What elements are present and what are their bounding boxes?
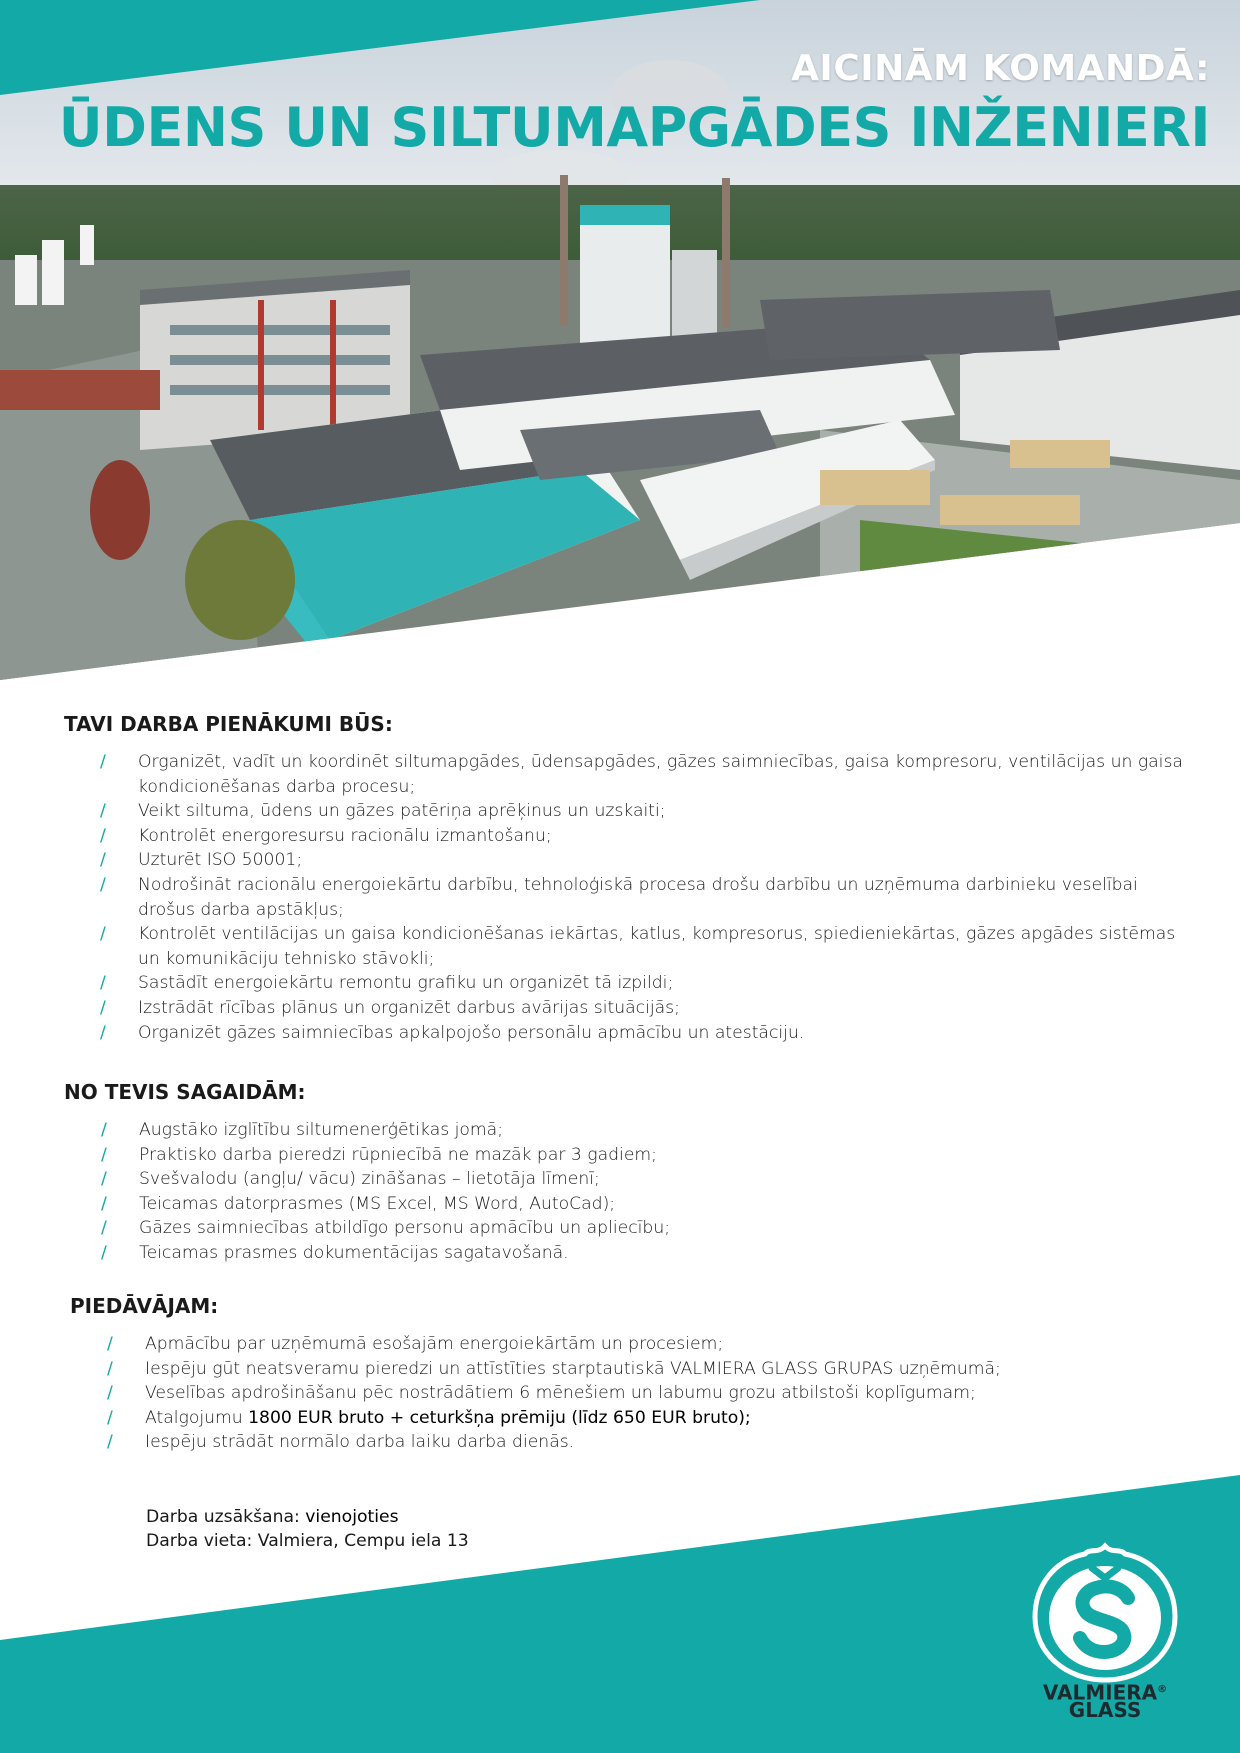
slash-bullet-icon: / bbox=[100, 973, 106, 994]
slash-bullet-icon: / bbox=[100, 924, 106, 945]
offer-list bbox=[107, 1332, 1050, 1455]
list-item: / Teicamas datorprasmes (MS Excel, MS Word, AutoCad); bbox=[101, 1192, 1161, 1217]
slash-bullet-icon: / bbox=[107, 1358, 113, 1379]
list-item: / Kontrolēt energoresursu racionālu izmantošanu; bbox=[100, 824, 1188, 849]
slash-bullet-icon: / bbox=[100, 997, 106, 1018]
logo-text-line-2: GLASS bbox=[1068, 1698, 1142, 1722]
list-item: / Kontrolēt ventilācijas un gaisa kondicionēšanas iekārtas, katlus, kompresorus, spiedieniekārtas, gāzes apgādes sistēmas un komunikāciju tehnisko stāvokli; bbox=[100, 924, 1176, 969]
list-item: / Nodrošināt racionālu energoiekārtu darbību, tehnoloģiskā procesa drošu darbību un uzņēmuma darbinieku veselībai drošus darba apstākļus; bbox=[100, 874, 1138, 920]
slash-bullet-icon: / bbox=[100, 850, 106, 871]
list-item: / Augstāko izglītību siltumenerģētikas jomā; bbox=[101, 1118, 1161, 1143]
list-item: / Iespēju gūt neatsveramu pieredzi un attīstīties starptautiskā VALMIERA GLASS GRUPAS uzņēmumā; bbox=[107, 1357, 1050, 1382]
slash-bullet-icon: / bbox=[107, 1334, 113, 1354]
duties-list bbox=[100, 750, 1188, 1045]
list-item: / Uzturēt ISO 50001; bbox=[100, 848, 1188, 873]
slash-bullet-icon: / bbox=[101, 1169, 107, 1190]
list-item: / Organizēt gāzes saimniecības apkalpojošo personālu apmācību un atestāciju. bbox=[100, 1021, 1188, 1046]
registered-mark: ® bbox=[1157, 1684, 1168, 1695]
slash-bullet-icon: / bbox=[107, 1432, 113, 1453]
list-item: / Veselības apdrošināšanu pēc nostrādātiem 6 mēnešiem un labumu grozu atbilstoši koplīgumam; bbox=[107, 1381, 1050, 1406]
slash-bullet-icon: / bbox=[101, 1242, 107, 1263]
requirements-heading: NO TEVIS SAGAIDĀM: bbox=[64, 1080, 306, 1104]
logo-text-line-1: VALMIERA® bbox=[1042, 1680, 1168, 1705]
offer-heading: PIEDĀVĀJAM: bbox=[70, 1294, 219, 1318]
hero-banner bbox=[0, 0, 1240, 690]
slash-bullet-icon: / bbox=[100, 1022, 106, 1043]
slash-bullet-icon: / bbox=[100, 825, 106, 846]
hero-title: ŪDENS UN SILTUMAPGĀDES INŽENIERI bbox=[58, 96, 1210, 159]
slash-bullet-icon: / bbox=[100, 752, 106, 772]
list-item: / Apmācību par uzņēmumā esošajām energoiekārtām un procesiem; bbox=[107, 1332, 1050, 1357]
list-item: / Organizēt, vadīt un koordinēt siltumapgādes, ūdensapgādes, gāzes saimniecības, gaisa kompresoru, ventilācijas un gaisa kondicionēšanas darba procesu; bbox=[100, 752, 1183, 797]
requirements-list bbox=[101, 1118, 1161, 1266]
hero-kicker: AICINĀM KOMANDĀ: bbox=[791, 48, 1210, 89]
duties-heading: TAVI DARBA PIENĀKUMI BŪS: bbox=[64, 712, 393, 736]
list-item: / Izstrādāt rīcības plānus un organizēt darbus avārijas situācijās; bbox=[100, 996, 1188, 1021]
list-item: / Svešvalodu (angļu/ vācu) zināšanas – lietotāja līmenī; bbox=[101, 1167, 1161, 1192]
list-item: / Iespēju strādāt normālo darba laiku darba dienās. bbox=[107, 1430, 1050, 1455]
slash-bullet-icon: / bbox=[107, 1407, 113, 1428]
list-item: / Sastādīt energoiekārtu remontu grafiku un organizēt tā izpildi; bbox=[100, 971, 1188, 996]
slash-bullet-icon: / bbox=[100, 874, 106, 895]
list-item: / Veikt siltuma, ūdens un gāzes patēriņa aprēķinus un uzskaiti; bbox=[100, 799, 1188, 824]
list-item: / Teicamas prasmes dokumentācijas sagatavošanā. bbox=[101, 1241, 1161, 1266]
slash-bullet-icon: / bbox=[107, 1383, 113, 1404]
slash-bullet-icon: / bbox=[101, 1218, 107, 1239]
list-item: / Gāzes saimniecības atbildīgo personu apmācību un apliecību; bbox=[101, 1216, 1161, 1241]
work-location: Darba vieta: Valmiera, Cempu iela 13 bbox=[146, 1531, 469, 1551]
slash-bullet-icon: / bbox=[101, 1144, 107, 1165]
list-item: / Praktisko darba pieredzi rūpniecībā ne mazāk par 3 gadiem; bbox=[101, 1143, 1161, 1168]
list-item: / Atalgojumu 1800 EUR bruto + ceturkšņa prēmiju (līdz 650 EUR bruto); bbox=[107, 1406, 1050, 1431]
slash-bullet-icon: / bbox=[100, 801, 106, 822]
start-date: Darba uzsākšana: vienojoties bbox=[146, 1507, 399, 1527]
salary-value: 1800 EUR bruto + ceturkšņa prēmiju (līdz 650 EUR bruto); bbox=[248, 1407, 751, 1428]
slash-bullet-icon: / bbox=[101, 1120, 107, 1140]
slash-bullet-icon: / bbox=[101, 1193, 107, 1214]
